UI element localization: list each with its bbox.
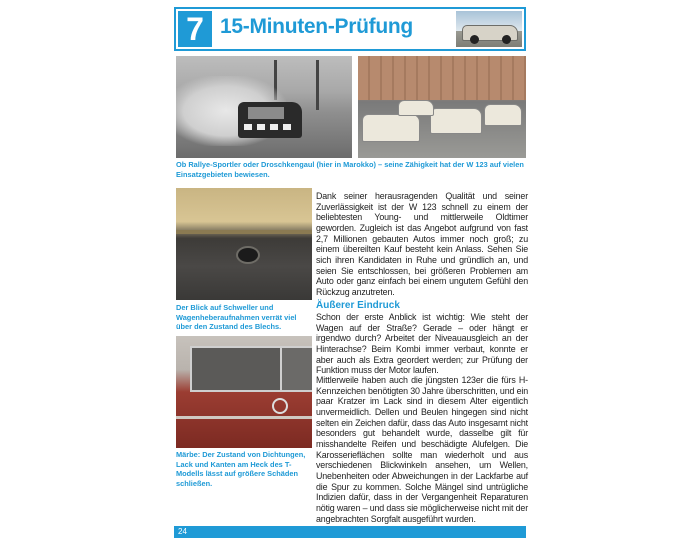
thumbnail-wheel [470,35,479,44]
header-car-thumbnail [456,11,522,47]
taxi-car [398,100,434,116]
tree-trunk [316,60,319,110]
jack-point [236,246,260,264]
page-footer [174,526,526,538]
body-paragraph: Schon der erste Anblick ist wichtig: Wie steht der Wagen auf der Straße? Gerade – oder hängt er irgendwo durch? Arbeitet der Niveauausgleich an der Hinterachse? Beim Kombi immer verbaut, konnte er aber auch als Extra geordert werden; zur Prüfung der Funktion muss der Motor laufen. [316,312,528,376]
rally-car [238,102,302,138]
photo-caption-middle: Der Blick auf Schweller und Wagenheberaufnahmen verrät viel über den Zustand des Blechs. [176,303,297,331]
door-edge [176,230,312,234]
chapter-header [174,7,526,51]
chrome-trim [176,416,312,419]
section-heading: Äußerer Eindruck [316,300,400,311]
chapter-number: 7 [178,11,212,47]
page-number: 24 [178,527,187,536]
car-headlights [244,124,296,130]
taxi-car [430,108,482,134]
sill-photo [176,188,312,300]
photo-caption-bottom: Märbe: Der Zustand von Dichtungen, Lack und Kanten am Heck des T-Modells lässt auf größere Schäden schließen. [176,450,306,488]
car-windshield [248,107,284,119]
taxi-car [484,104,522,126]
side-window [280,346,312,392]
body-paragraph: Dank seiner herausragenden Qualität und seiner Zuverlässigkeit ist der W 123 schnell zu einem der beliebtesten Young- und mittlerweile Oldtimer geworden. Zugleich ist das Angebot aufgrund von fast 2,7 Millionen gebauten Autos immer noch groß; zu einem übereilten Kauf besteht kein Anlass. Sehen Sie sich ihren Kandidaten in Ruhe und gründlich an, und seien Sie entschlossen, bei größeren Problemen am Auto oder ganz einfach bei einem ungutem Gefühl den Rückzug anzutreten. [316,191,528,297]
mercedes-star-icon [272,398,288,414]
chapter-title: 15-Minuten-Prüfung [220,15,413,38]
photo-caption-top: Ob Rallye-Sportler oder Droschkengaul (hier in Marokko) – seine Zähigkeit hat der W 123 auf vielen Einsatzgebieten bewiesen. [176,160,524,179]
body-paragraph: Mittlerweile haben auch die jüngsten 123er die fürs H-Kennzeichen benötigten 30 Jahre überschritten, und ein paar Kratzer im Lack sind in diesem Alter eigentlich unvermeidlich. Dellen und Beulen hingegen sind nicht selten ein Zeichen dafür, dass das Auto insgesamt nicht besonders gut behandelt wurde, dasselbe gilt für misshandelte Reifen und beschädigte Alufelgen. Die Karosserieflächen sollte man wiederholt und aus verschiedenen Blickwinkeln ansehen, um Wellen, Unebenheiten oder Abweichungen in der Lackfarbe auf die Spur zu kommen. Solche Mängel sind untrügliche Indizien dafür, dass in der Vergangenheit Reparaturen nötig waren – und dass sie möglicherweise nicht mit der angebrachten Sorgfalt ausgeführt wurden. [316,375,528,524]
rally-photo [176,56,352,158]
rear-window [190,346,282,392]
taxi-car [362,114,420,142]
estate-rear-photo [176,336,312,448]
thumbnail-wheel [502,35,511,44]
building-facade [358,56,526,100]
taxi-photo [358,56,526,158]
